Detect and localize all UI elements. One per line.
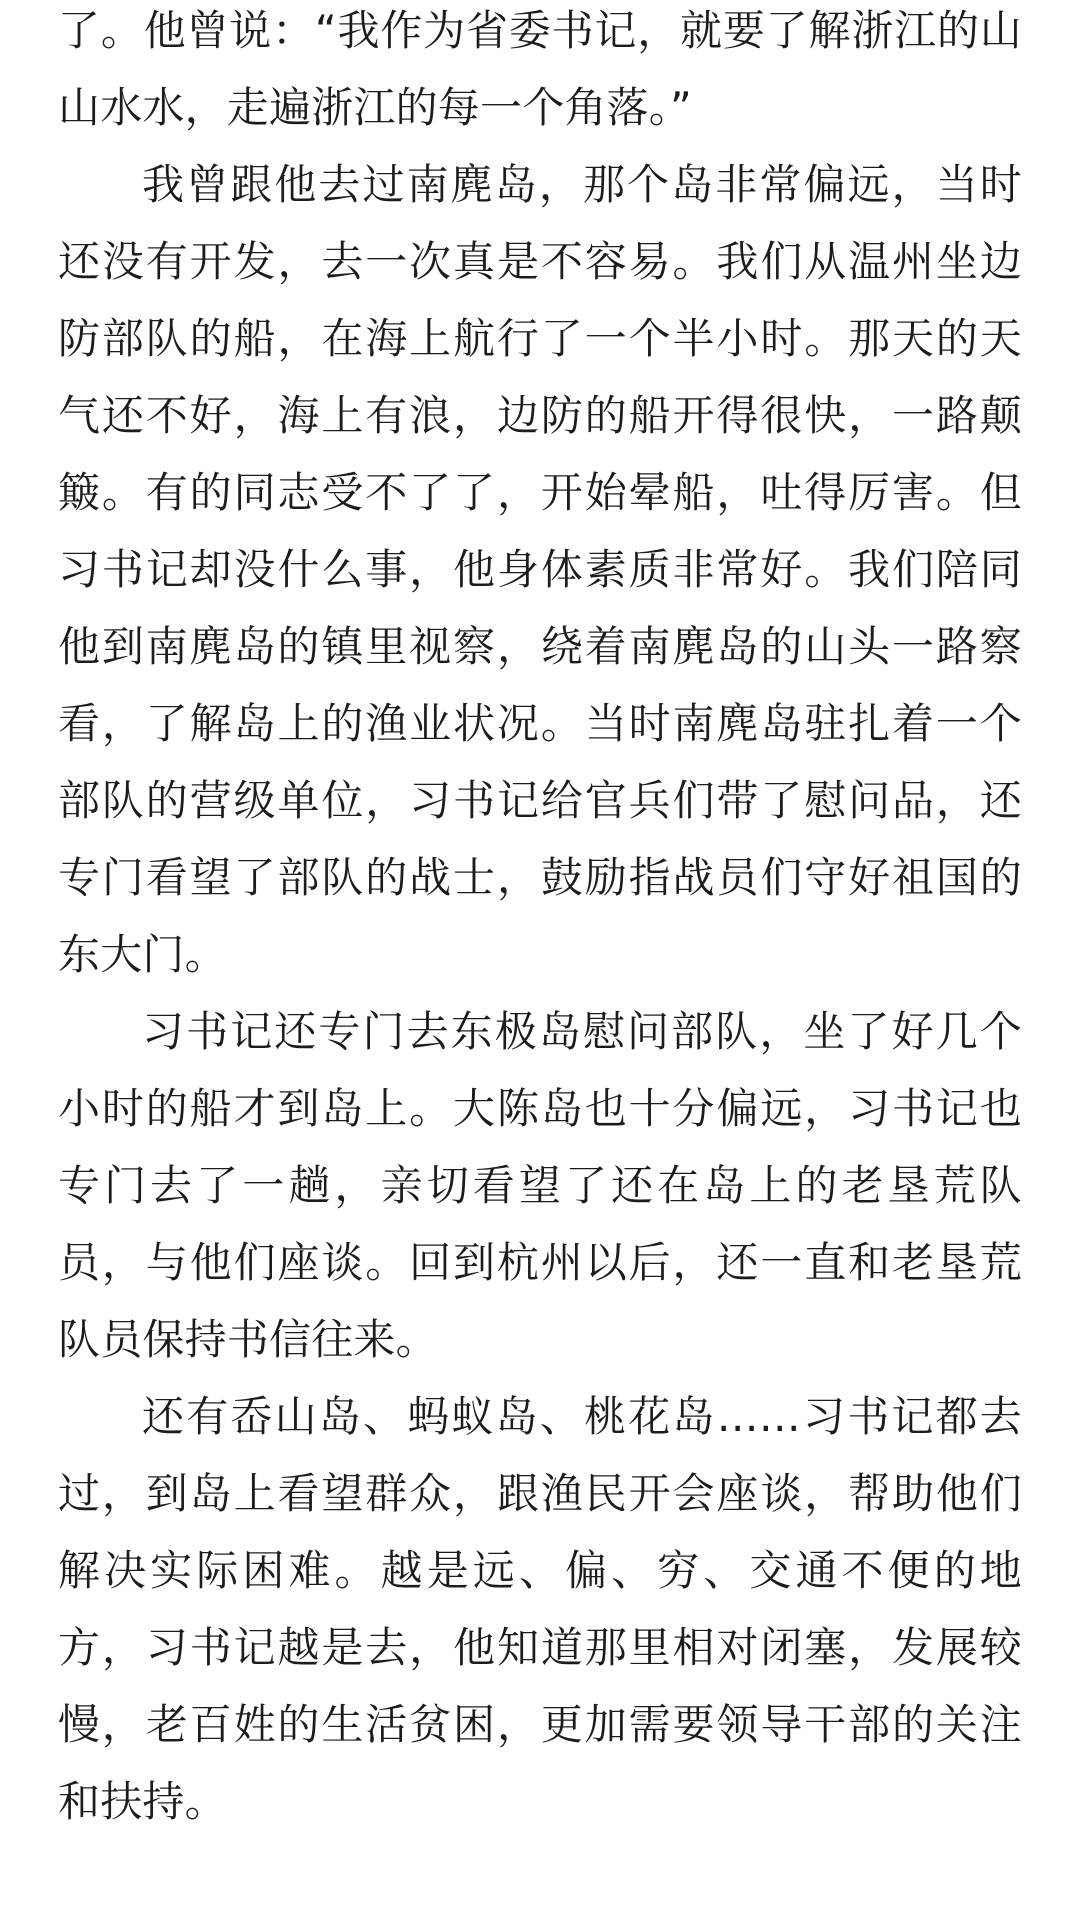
document-page: [58, 0, 1022, 1840]
paragraph-2: 我曾跟他去过南麂岛，那个岛非常偏远，当时还没有开发，去一次真是不容易。我们从温州坐边防部队的船，在海上航行了一个半小时。那天的天气还不好，海上有浪，边防的船开得很快，一路颠簸。有的同志受不了了，开始晕船，吐得厉害。但习书记却没什么事，他身体素质非常好。我们陪同他到南麂岛的镇里视察，绕着南麂岛的山头一路察看，了解岛上的渔业状况。当时南麂岛驻扎着一个部队的营级单位，习书记给官兵们带了慰问品，还专门看望了部队的战士，鼓励指战员们守好祖国的东大门。: [58, 160, 1022, 979]
paragraph-4: 还有岙山岛、蚂蚁岛、桃花岛……习书记都去过，到岛上看望群众，跟渔民开会座谈，帮助他们解决实际困难。越是远、偏、穷、交通不便的地方，习书记越是去，他知道那里相对闭塞，发展较慢，老百姓的生活贫困，更加需要领导干部的关注和扶持。: [58, 1392, 1022, 1826]
paragraph-1: 了。他曾说：“我作为省委书记，就要了解浙江的山山水水，走遍浙江的每一个角落。”: [58, 6, 1022, 132]
paragraph-3: 习书记还专门去东极岛慰问部队，坐了好几个小时的船才到岛上。大陈岛也十分偏远，习书记也专门去了一趟，亲切看望了还在岛上的老垦荒队员，与他们座谈。回到杭州以后，还一直和老垦荒队员保持书信往来。: [58, 1007, 1022, 1364]
